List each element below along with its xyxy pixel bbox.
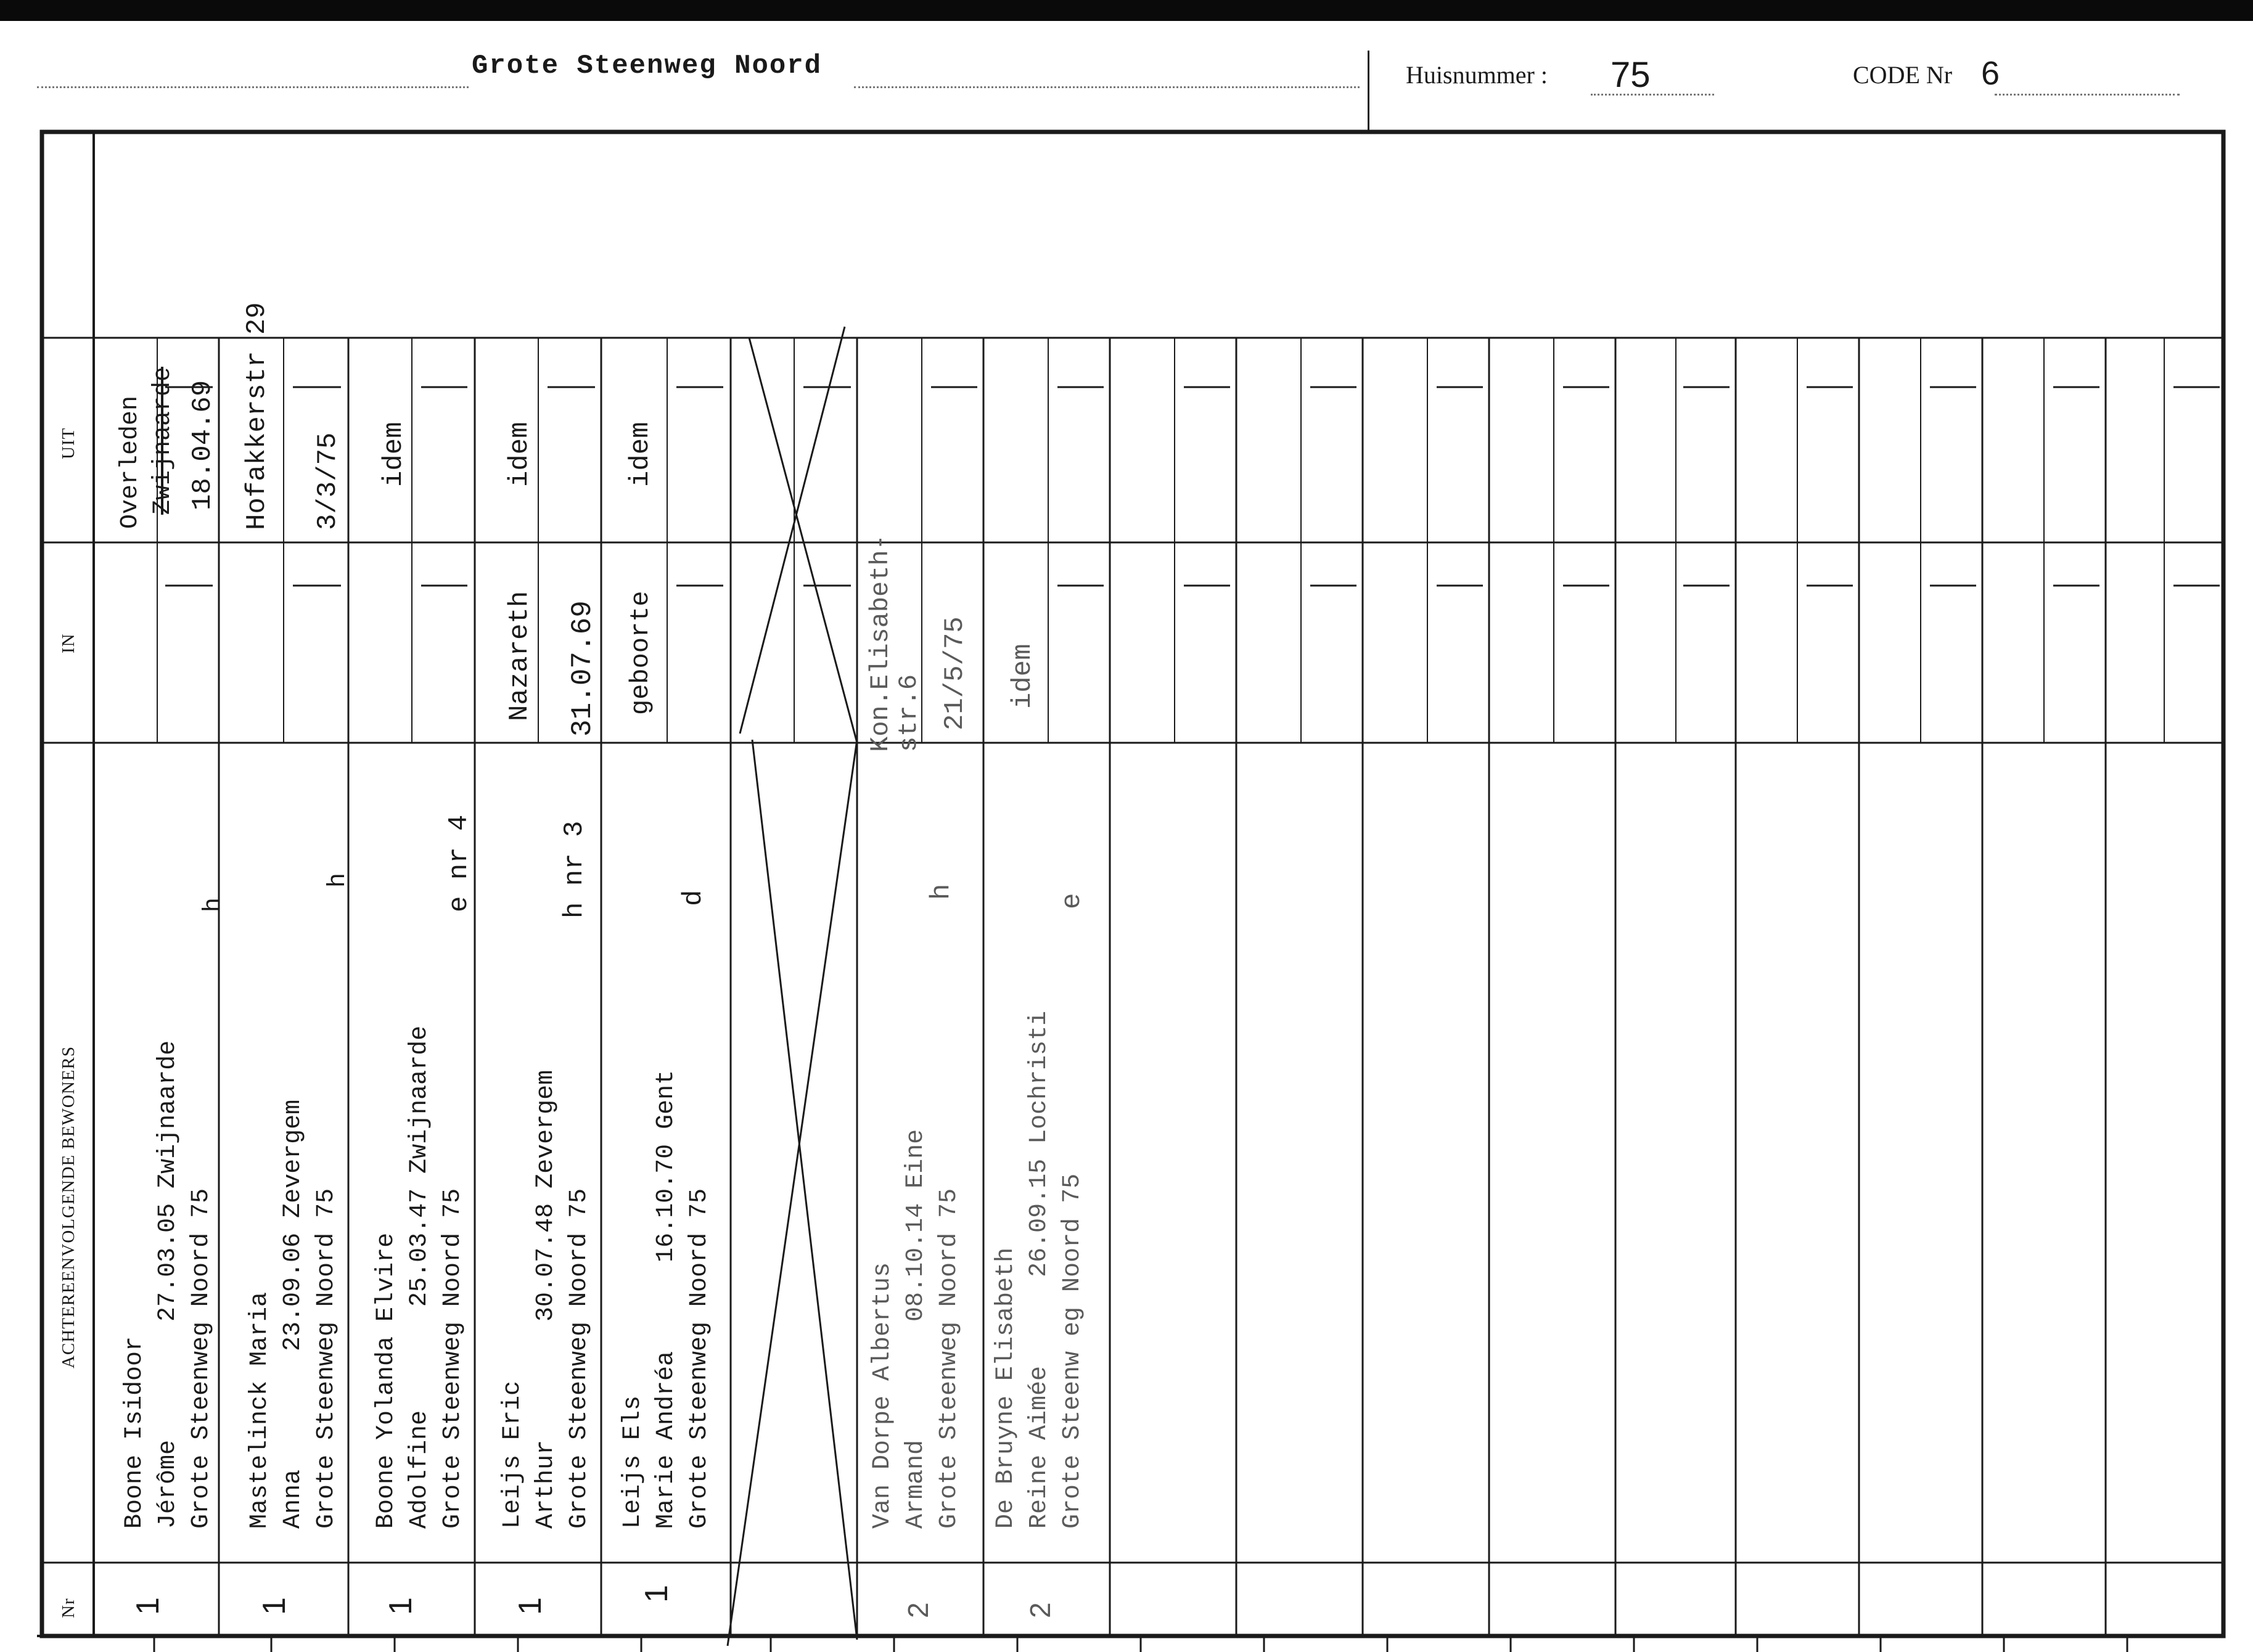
in-place: Kon.Elisabeth-str.6 — [866, 534, 924, 752]
bottom-ticks — [154, 1636, 2127, 1652]
nr-value: 2 — [1024, 1602, 1056, 1618]
sub-column-rules — [157, 338, 2164, 743]
code-label: CODE Nr — [1853, 61, 1953, 89]
resident-status: h nr 3 — [559, 820, 590, 918]
resident-status: h — [324, 872, 352, 888]
resident-status: h — [200, 897, 228, 912]
uit-place: Hofakkerstr 29 — [242, 302, 273, 530]
resident-entry: Boone Yolanda Elvire Adolfine 25.03.47 Zwijnaarde Grote Steenweg Noord 75 — [372, 1025, 467, 1529]
resident-status: e — [1057, 893, 1088, 909]
house-number-label: Huisnummer : — [1406, 61, 1548, 89]
resident-entry: Boone Isidoor Jérôme 27.03.05 Zwijnaarde Grote Steenweg Noord 75 — [121, 1040, 215, 1529]
in-date: 31.07.69 — [567, 600, 599, 737]
in-place: Nazareth — [504, 591, 535, 721]
outer-frame — [42, 132, 2223, 1636]
nr-value: 2 — [902, 1602, 934, 1618]
resident-status: d — [678, 889, 709, 906]
uit-place: idem — [504, 422, 535, 487]
nr-value: 1 — [639, 1585, 675, 1603]
resident-entry: Mastelinck Maria Anna 23.09.06 Zevergem Grote Steenweg Noord 75 — [246, 1099, 340, 1529]
house-number-value: 75 — [1611, 55, 1651, 95]
crossed-out-column — [728, 327, 857, 1646]
in-place: idem — [1007, 644, 1038, 709]
nr-value: 1 — [383, 1597, 419, 1615]
row-label-nr: Nr — [59, 1598, 78, 1618]
resident-entry: Leijs Els Marie Andréa 16.10.70 Gent Grote Steenweg Noord 75 — [619, 1069, 713, 1529]
resident-entry: De Bruyne Elisabeth Reine Aimée 26.09.15 Lochristi Grote Steenw eg Noord 75 — [992, 1010, 1086, 1529]
uit-place: idem — [379, 422, 409, 487]
row-label-in: IN — [59, 633, 78, 653]
uit-place-struck: Zwijnaarde — [149, 366, 177, 515]
blank-dashes — [165, 387, 2220, 586]
street-name: Grote Steenweg Noord — [472, 51, 823, 81]
in-date: 21/5/75 — [940, 616, 971, 730]
row-label-uit: UIT — [59, 427, 78, 459]
nr-value: 1 — [130, 1597, 166, 1615]
nr-value: 1 — [512, 1597, 548, 1615]
resident-status: e nr 4 — [444, 814, 475, 912]
uit-date: 18.04.69 — [187, 380, 218, 510]
nr-value: 1 — [256, 1597, 292, 1615]
uit-place: idem — [625, 422, 656, 487]
row-label-bewoners: ACHTEREENVOLGENDE BEWONERS — [59, 1046, 78, 1368]
code-number: 6 — [1981, 55, 2000, 92]
resident-status: h — [926, 883, 957, 900]
uit-place: Overleden — [117, 395, 144, 529]
resident-entry: Van Dorpe Albertus Armand 08.10.14 Eine Grote Steenweg Noord 75 — [869, 1129, 963, 1529]
resident-entry: Leijs Eric Arthur 30.07.48 Zevergem Grote Steenweg Noord 75 — [499, 1069, 593, 1529]
in-place: geboorte — [626, 591, 655, 715]
uit-date: 3/3/75 — [313, 432, 343, 530]
